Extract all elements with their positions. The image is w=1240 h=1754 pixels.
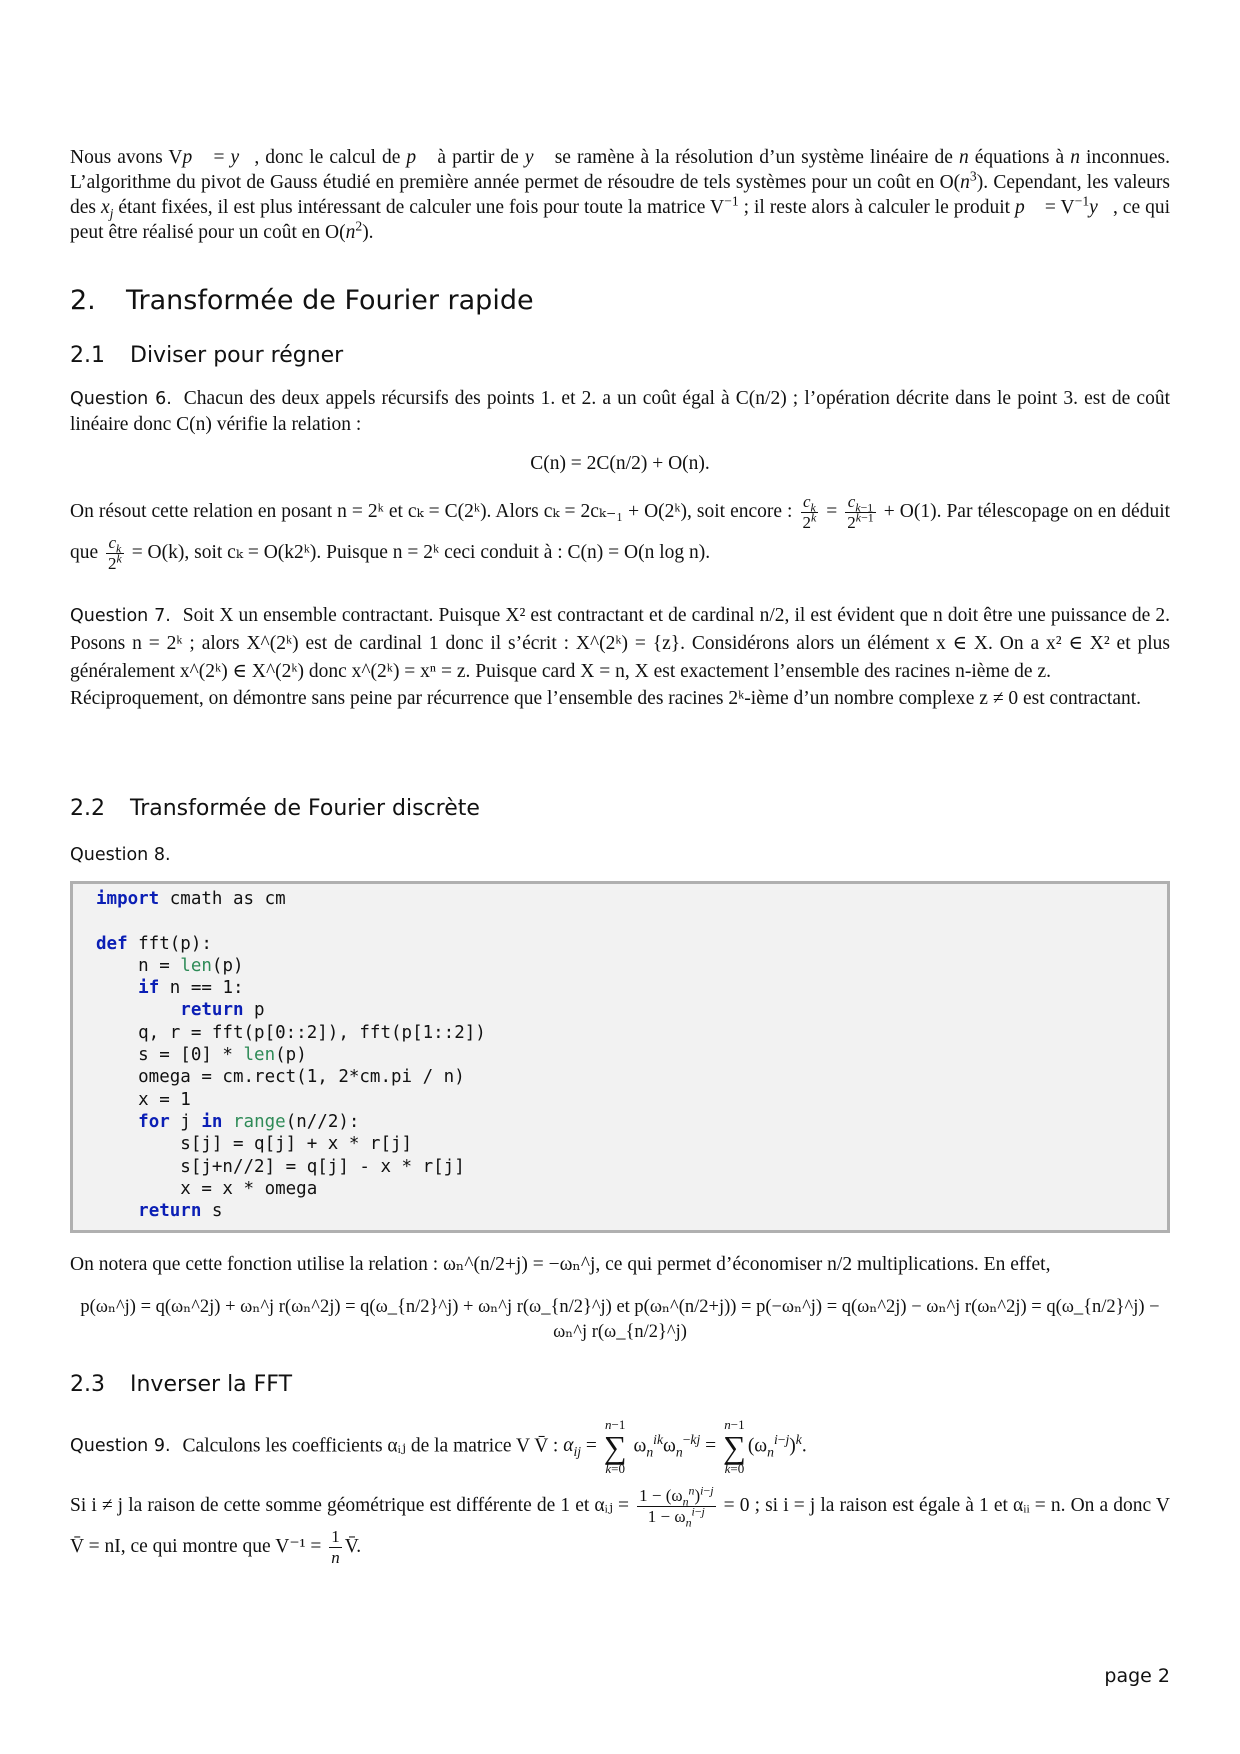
fraction-ck-1: $\frac{c_{k-1}}{2^{k-1}}$ bbox=[847, 492, 874, 532]
question-text-2b: = 0 ; si i = j la raison est égale à 1 et αᵢᵢ = n. On a donc V V̄ = nI, ce qui montre que V⁻¹ = bbox=[70, 1494, 1171, 1557]
fft-formula: p(ωₙ^j) = q(ωₙ^2j) + ωₙ^j r(ωₙ^2j) = q(ω_{n/2}^j) + ωₙ^j r(ω_{n/2}^j) et p(ωₙ^(n/2+j)) = p(−ωₙ^j) = q(ωₙ^2j) − ωₙ^j r(ωₙ^2j) = q(ω_{n/2}^j) − ωₙ^j r(ω_{n/2}^j) bbox=[80, 1297, 1160, 1342]
fraction-ck-2: $\frac{c_k}{2^k}$ bbox=[108, 533, 122, 573]
recurrence-equation: C(n) = 2C(n/2) + O(n). bbox=[530, 453, 710, 474]
subsection-title: Inverser la FFT bbox=[130, 1372, 293, 1397]
note-text: On notera que cette fonction utilise la relation : ωₙ^(n/2+j) = −ωₙ^j, ce qui permet d’économiser n/2 multiplications. En effet, bbox=[70, 1254, 1051, 1275]
section-number: 2. bbox=[70, 285, 96, 316]
question-label: Question 9. bbox=[70, 1436, 171, 1457]
question-text: Chacun des deux appels récursifs des points 1. et 2. a un coût égal à C(n/2) ; l’opération décrite dans le point 3. est de coût linéaire donc C(n) vérifie la relation : bbox=[70, 388, 1171, 435]
question-text: Soit X un ensemble contractant. Puisque X² est contractant et de cardinal n/2, il est évident que n doit être une puissance de 2. Posons n = 2ᵏ ; alors X^(2ᵏ) est de cardinal 1 donc il s’écrit : X^(2ᵏ) = {z}. Considérons alors un élément x ∈ X. On a x² ∈ X² et plus généralement x^(2ᵏ) ∈ X^(2ᵏ) donc x^(2ᵏ) = xⁿ = z. Puisque card X = n, X est exactement l’ensemble des racines n-ième de z. bbox=[70, 605, 1170, 682]
fraction-geometric: $\frac{1 - (\omega_n^n)^{i-j}}{1 - \omega_n^{i-j}}$ bbox=[639, 1483, 714, 1530]
question-text-2a: On résout cette relation en posant n = 2ᵏ et cₖ = C(2ᵏ). Alors cₖ = 2cₖ₋₁ + O(2ᵏ), soit encore : bbox=[70, 500, 793, 522]
subsection-heading-2-2 bbox=[70, 796, 480, 821]
question-label: Question 6. bbox=[70, 389, 172, 409]
question-text-2a: Si i ≠ j la raison de cette somme géométrique est différente de 1 et αᵢⱼ = bbox=[70, 1494, 630, 1516]
question-text-2c: = O(k), soit cₖ = O(k2ᵏ). Puisque n = 2ᵏ ceci conduit à : C(n) = O(n log n). bbox=[131, 541, 711, 563]
question-9: Question 9. Calculons les coefficients αᵢⱼ de la matrice V V̄ : $\alpha_{ij} = n-1$ ∑ k=0 $\omega_n^{ik}\omega_n^{-kj} = n-1$ ∑ $k=0(\omega_n^{i-j})^k$. Si i ≠ j la raison de cette somme géométrique est différente de 1 et αᵢⱼ = $\frac{1 - (\omega_n^n)^{i-j}}{1 - \omega_n^{i-j}}$ = 0 ; si i = j la raison est égale à 1 et αᵢᵢ = n. On a donc V V̄ = nI, ce qui montre que V⁻¹ = $\frac{1}{n}$ V̄. bbox=[70, 1417, 1171, 1567]
intro-paragraph: Nous avons Vp⃗ = y⃗, donc le calcul de p⃗ à partir de y⃗ se ramène à la résolution d’un système linéaire de n équations à n inconnues. L’algorithme du pivot de Gauss étudié en première année permet de résoudre de tels systèmes pour un coût en $O(n^3)$. Cependant, les valeurs des $x_j$ étant fixées, il est plus intéressant de calculer une fois pour toute la matrice $V^{-1}$ ; il reste alors à calculer le produit p⃗ = $V^{-1}y⃗$, ce qui peut être réalisé pour un coût en $O(n^2)$. bbox=[70, 147, 1171, 243]
subsection-number: 2.2 bbox=[70, 796, 105, 821]
question-text-2b: + O(1). Par télescopage on en déduit que bbox=[70, 500, 1171, 563]
subsection-number: 2.3 bbox=[70, 1372, 105, 1397]
subsection-heading-2-1 bbox=[70, 343, 343, 368]
section-title: Transformée de Fourier rapide bbox=[126, 285, 534, 316]
question-text-2: Réciproquement, on démontre sans peine par récurrence que l’ensemble des racines 2ᵏ-ième d’un nombre complexe z ≠ 0 est contractant. bbox=[70, 688, 1142, 709]
fraction-ck: $\frac{c_k}{2^k}$ bbox=[802, 492, 817, 532]
page-number: page 2 bbox=[1104, 1665, 1170, 1687]
subsection-number: 2.1 bbox=[70, 343, 105, 368]
question-7 bbox=[70, 602, 1170, 711]
question-label: Question 8. bbox=[70, 845, 171, 865]
question-text-2c: V̄. bbox=[344, 1535, 362, 1557]
subsection-title: Transformée de Fourier discrète bbox=[130, 796, 480, 821]
code-block: import cmath as cm def fft(p): n = len(p) if n == 1: return p q, r = fft(p[0::2]), fft(p[1::2]) s = [0] * len(p) omega = cm.rect(1, 2*cm.pi / n) x = 1 for j in range(n//2): s[j] = q[j] + x * r[j] s[j+n//2] = q[j] - x * r[j] x = x * omega return s bbox=[96, 889, 486, 1222]
fft-note bbox=[70, 1252, 1170, 1345]
question-text: Calculons les coefficients αᵢⱼ de la matrice V V̄ : bbox=[182, 1435, 559, 1457]
subsection-heading-2-3 bbox=[70, 1372, 292, 1397]
question-6: Question 6. Chacun des deux appels récursifs des points 1. et 2. a un coût égal à C(n/2) ; l’opération décrite dans le point 3. est de coût linéaire donc C(n) vérifie la relation : C(n) = 2C(n/2) + O(n). On résout cette relation en posant n = 2ᵏ et cₖ = C(2ᵏ). Alors cₖ = 2cₖ₋₁ + O(2ᵏ), soit encore : $\frac{c_k}{2^k}$ = $\frac{c_{k-1}}{2^{k-1}}$ + O(1). Par télescopage on en déduit que $\frac{c_k}{2^k}$ = O(k), soit cₖ = O(k2ᵏ). Puisque n = 2ᵏ ceci conduit à : C(n) = O(n log n). bbox=[70, 388, 1171, 573]
code-listing bbox=[70, 881, 1170, 1233]
section-heading bbox=[70, 285, 534, 316]
sum-symbol-2: n−1 ∑ k=0 bbox=[723, 1417, 746, 1476]
fraction-one-over-n: $\frac{1}{n}$ bbox=[331, 1527, 340, 1567]
sum-symbol: n−1 ∑ k=0 bbox=[603, 1417, 627, 1476]
subsection-title: Diviser pour régner bbox=[130, 343, 344, 368]
question-8 bbox=[70, 845, 1170, 865]
question-label: Question 7. bbox=[70, 606, 171, 626]
